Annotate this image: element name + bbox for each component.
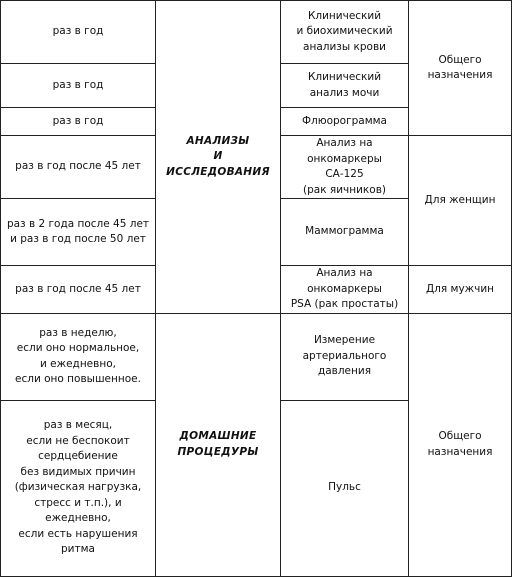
category-cell-tests: АНАЛИЗЫ И ИССЛЕДОВАНИЯ bbox=[156, 1, 281, 314]
procedure-cell: Пульс bbox=[281, 400, 409, 576]
group-cell-women: Для женщин bbox=[409, 136, 512, 266]
frequency-cell: раз в год после 45 лет bbox=[1, 266, 156, 314]
frequency-cell: раз в месяц, если не беспокоит сердцебиение без видимых причин (физическая нагрузка, стресс и т.п.), и ежедневно, если есть нарушения ритма bbox=[1, 400, 156, 576]
procedure-cell: Анализ на онкомаркеры PSA (рак простаты) bbox=[281, 266, 409, 314]
frequency-cell: раз в год bbox=[1, 108, 156, 136]
frequency-cell: раз в год после 45 лет bbox=[1, 136, 156, 199]
procedure-cell: Флюорограмма bbox=[281, 108, 409, 136]
group-cell-men: Для мужчин bbox=[409, 266, 512, 314]
frequency-cell: раз в неделю, если оно нормальное, и ежедневно, если оно повышенное. bbox=[1, 313, 156, 400]
frequency-cell: раз в год bbox=[1, 64, 156, 108]
category-cell-home: ДОМАШНИЕ ПРОЦЕДУРЫ bbox=[156, 313, 281, 576]
table-row bbox=[1, 1, 512, 64]
table-row bbox=[1, 313, 512, 400]
frequency-cell: раз в 2 года после 45 лет и раз в год после 50 лет bbox=[1, 199, 156, 266]
procedure-cell: Клинический и биохимический анализы крови bbox=[281, 1, 409, 64]
procedure-cell: Клинический анализ мочи bbox=[281, 64, 409, 108]
group-cell-general: Общего назначения bbox=[409, 1, 512, 136]
group-cell-general: Общего назначения bbox=[409, 313, 512, 576]
procedure-cell: Маммограмма bbox=[281, 199, 409, 266]
procedure-cell: Измерение артериального давления bbox=[281, 313, 409, 400]
frequency-cell: раз в год bbox=[1, 1, 156, 64]
procedure-cell: Анализ на онкомаркеры СА-125 (рак яичников) bbox=[281, 136, 409, 199]
